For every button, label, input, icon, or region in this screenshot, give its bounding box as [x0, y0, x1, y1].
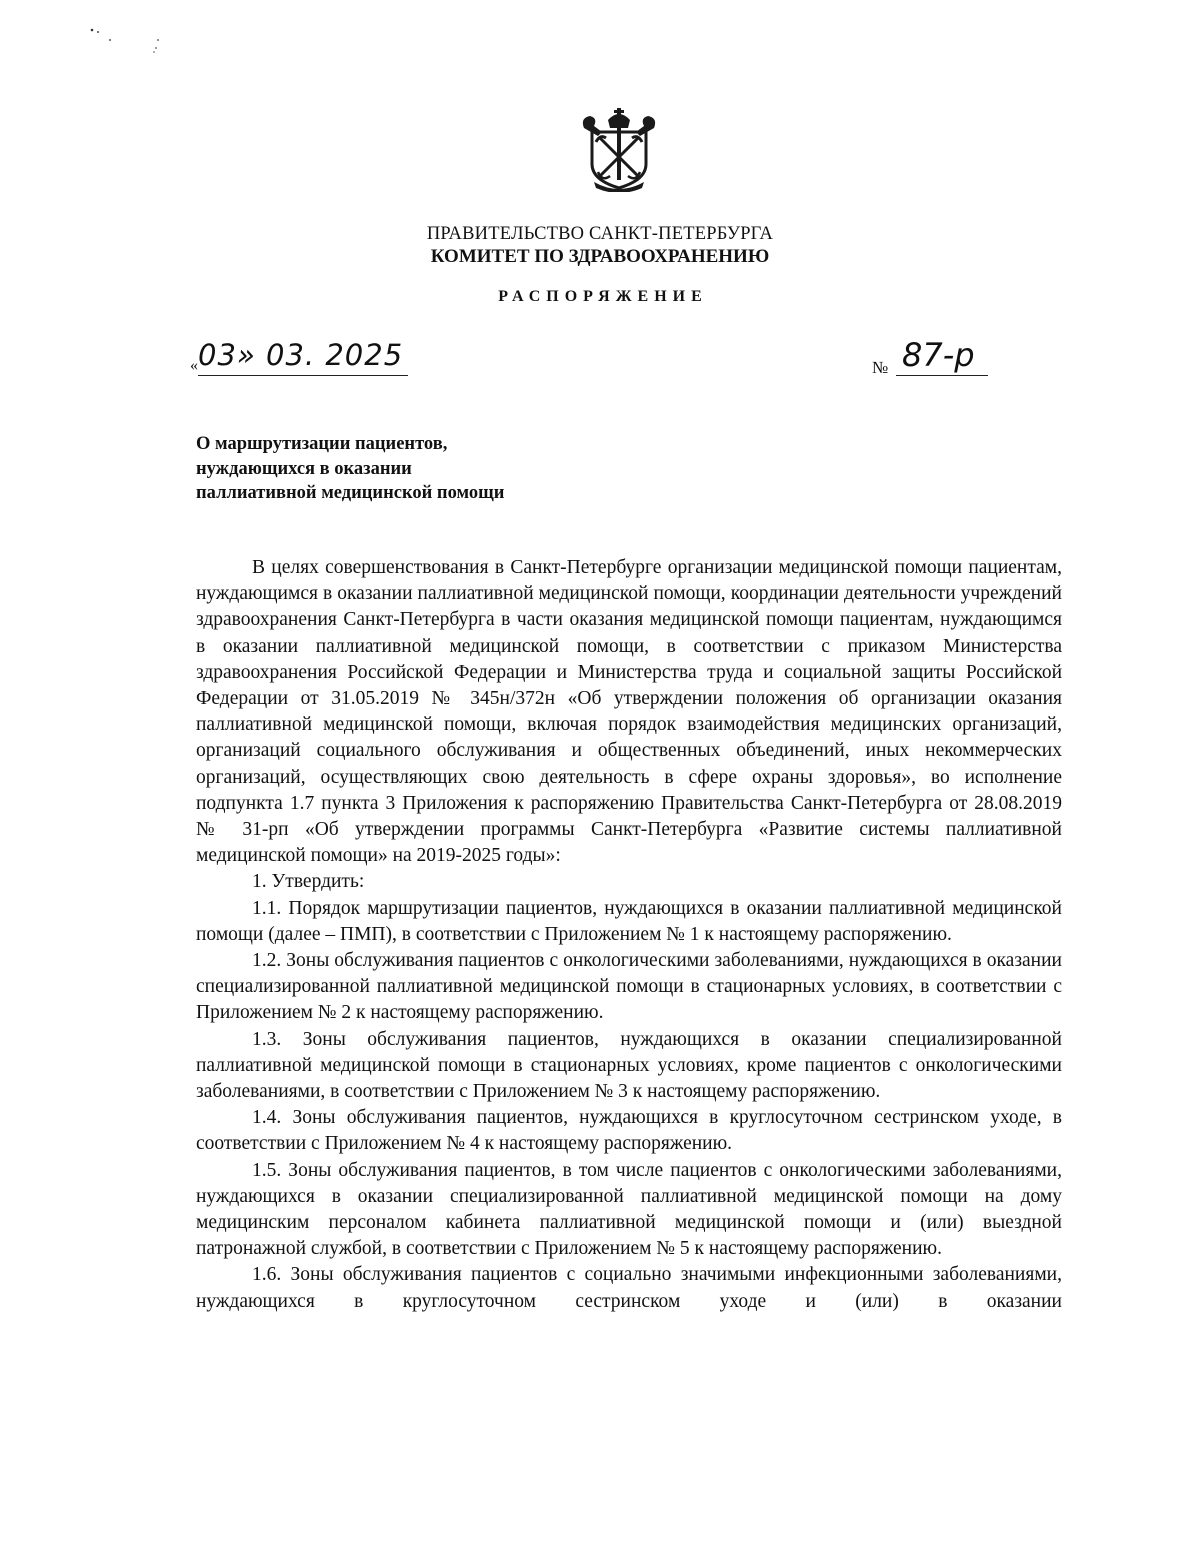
document-number	[872, 336, 1012, 388]
document-subject	[196, 432, 696, 506]
document-body	[196, 555, 1062, 1315]
number-sign: №	[872, 358, 889, 377]
document-date	[190, 340, 420, 380]
date-underline	[198, 375, 408, 376]
item-1-5: 1.5. Зоны обслуживания пациентов, в том числе пациентов с онкологическими заболеваниями, нуждающихся в оказании специализированной паллиативной медицинской помощи на дому медицинским персоналом кабинета паллиативной медицинской помощи и (или) выездной патронажной службой, в соответствии с Приложением № 5 к настоящему распоряжению.	[196, 1159, 1062, 1260]
item-1-1: 1.1. Порядок маршрутизации пациентов, нуждающихся в оказании паллиативной медицинской помощи (далее – ПМП), в соответствии с Приложением № 1 к настоящему распоряжению.	[196, 897, 1062, 945]
date-open-quote: «	[190, 357, 198, 374]
item-1: 1. Утвердить:	[252, 871, 365, 893]
government-title: ПРАВИТЕЛЬСТВО САНКТ-ПЕТЕРБУРГА	[426, 224, 774, 244]
intro-paragraph: В целях совершенствования в Санкт-Петербурге организации медицинской помощи пациентам, нуждающимся в оказании паллиативной медицинской помощи, координации деятельности учреждений здравоохранения Санкт-Петербурга в части оказания медицинской помощи пациентам, нуждающимся в оказании паллиативной медицинской помощи, в соответствии с приказом Министерства здравоохранения Российской Федерации и Министерства труда и социальной защиты Российской Федерации от 31.05.2019 № 345н/372н «Об утверждении положения об организации оказания паллиативной медицинской помощи, включая порядок взаимодействия медицинских организаций, организаций социального обслуживания и общественных объединений, иных некоммерческих организаций, осуществляющих свою деятельность в сфере охраны здоровья», во исполнение подпункта 1.7 пункта 3 Приложения к распоряжению Правительства Санкт-Петербурга от 28.08.2019 № 31-рп «Об утверждении программы Санкт-Петербурга «Развитие системы паллиативной медицинской помощи» на 2019-2025 годы»:	[196, 557, 1062, 867]
subject-line: О маршрутизации пациентов,	[196, 434, 448, 454]
subject-line: паллиативной медицинской помощи	[196, 483, 505, 503]
item-1-2: 1.2. Зоны обслуживания пациентов с онкологическими заболеваниями, нуждающихся в оказании специализированной паллиативной медицинской помощи в стационарных условиях, в соответствии с Приложением № 2 к настоящему распоряжению.	[196, 950, 1062, 1024]
item-1-4: 1.4. Зоны обслуживания пациентов, нуждающихся в круглосуточном сестринском уходе, в соответствии с Приложением № 4 к настоящему распоряжению.	[196, 1107, 1062, 1155]
committee-title: КОМИТЕТ ПО ЗДРАВООХРАНЕНИЮ	[430, 246, 770, 267]
number-underline	[896, 375, 988, 376]
number-handwritten: 87-р	[902, 336, 975, 374]
subject-line: нуждающихся в оказании	[196, 458, 412, 479]
document-type: РАСПОРЯЖЕНИЕ	[498, 288, 708, 305]
saint-petersburg-coat-of-arms-icon	[578, 108, 660, 192]
item-1-3: 1.3. Зоны обслуживания пациентов, нуждающихся в оказании специализированной паллиативной медицинской помощи в стационарных условиях, кроме пациентов с онкологическими заболеваниями, в соответствии с Приложением № 3 к настоящему распоряжению.	[196, 1028, 1062, 1103]
date-handwritten: 03» 03. 2025	[198, 338, 404, 372]
scan-specks	[80, 22, 200, 62]
item-1-6: 1.6. Зоны обслуживания пациентов с социально значимыми инфекционными заболеваниями, нуждающихся в круглосуточном сестринском уходе и (или) в оказании	[196, 1264, 1062, 1312]
